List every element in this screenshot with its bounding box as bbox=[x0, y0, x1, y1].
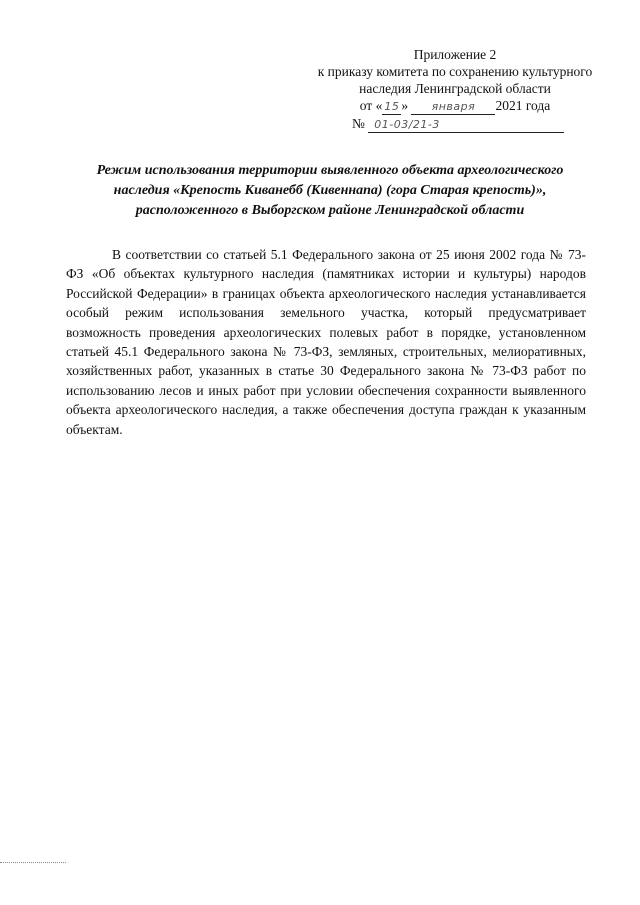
number-handwritten: 01-03/21-3 bbox=[368, 118, 564, 133]
footer-divider bbox=[0, 862, 66, 863]
date-month-handwritten: января bbox=[411, 100, 495, 115]
appendix-committee: наследия Ленинградской области bbox=[359, 81, 551, 96]
appendix-header bbox=[290, 46, 620, 133]
appendix-order-ref: к приказу комитета по сохранению культурного bbox=[317, 64, 593, 79]
date-mid: » bbox=[401, 98, 409, 113]
date-year: 2021 года bbox=[495, 98, 551, 113]
number-prefix: № bbox=[352, 116, 365, 131]
document-title: Режим использования территории выявленного объекта археологического наследия «Крепость Киванебб (Кивеннапа) (гора Старая крепость)», расположенного в Выборгском районе Ленинградской области bbox=[96, 163, 564, 218]
appendix-number-line bbox=[290, 115, 620, 133]
date-day-handwritten: 15 bbox=[384, 100, 400, 113]
appendix-label: Приложение 2 bbox=[413, 47, 497, 62]
date-prefix: от « bbox=[359, 98, 383, 113]
body-paragraph: В соответствии со статьей 5.1 Федерального закона от 25 июня 2002 года № 73-ФЗ «Об объектах культурного наследия (памятниках истории и культуры) народов Российской Федерации» в границах объекта археологического наследия устанавливается особый режим использования земельного участка, который предусматривает возможность проведения археологических полевых работ в порядке, установленном статьей 45.1 Федерального закона № 73-ФЗ, земляных, строительных, мелиоративных, хозяйственных работ, указанных в статье 30 Федерального закона № 73-ФЗ работ по использованию лесов и иных работ при условии обеспечения сохранности выявленного объекта археологического наследия, а также обеспечения доступа граждан к указанным объектам. bbox=[66, 247, 586, 437]
appendix-date-line bbox=[290, 97, 620, 115]
